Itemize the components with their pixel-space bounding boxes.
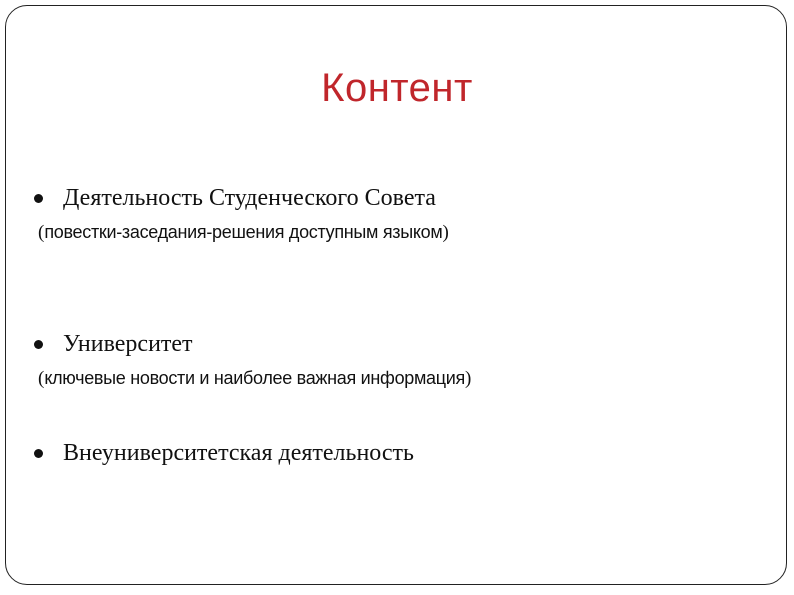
list-item-sub: ключевые новости и наиболее важная информация [44,368,465,388]
list-item-subtext [38,222,449,244]
list-item-sub: повестки-заседания-решения доступным языком [44,222,443,242]
paren-close: ) [442,222,449,243]
bullet-dot-icon [34,340,43,349]
paren-open: ( [38,222,45,243]
slide-title [0,66,794,111]
list-item [34,440,414,467]
list-item-label: Деятельность Студенческого Совета [63,185,436,211]
list-item-subtext [38,368,471,390]
paren-open: ( [38,368,45,389]
bullet-dot-icon [34,449,43,458]
list-item [34,185,436,212]
list-item-label: Университет [63,331,193,357]
list-item-label: Внеуниверситетская деятельность [63,440,414,466]
slide-title-text: Контент [321,66,473,110]
paren-close: ) [464,368,472,389]
list-item [34,331,193,358]
bullet-dot-icon [34,194,43,203]
